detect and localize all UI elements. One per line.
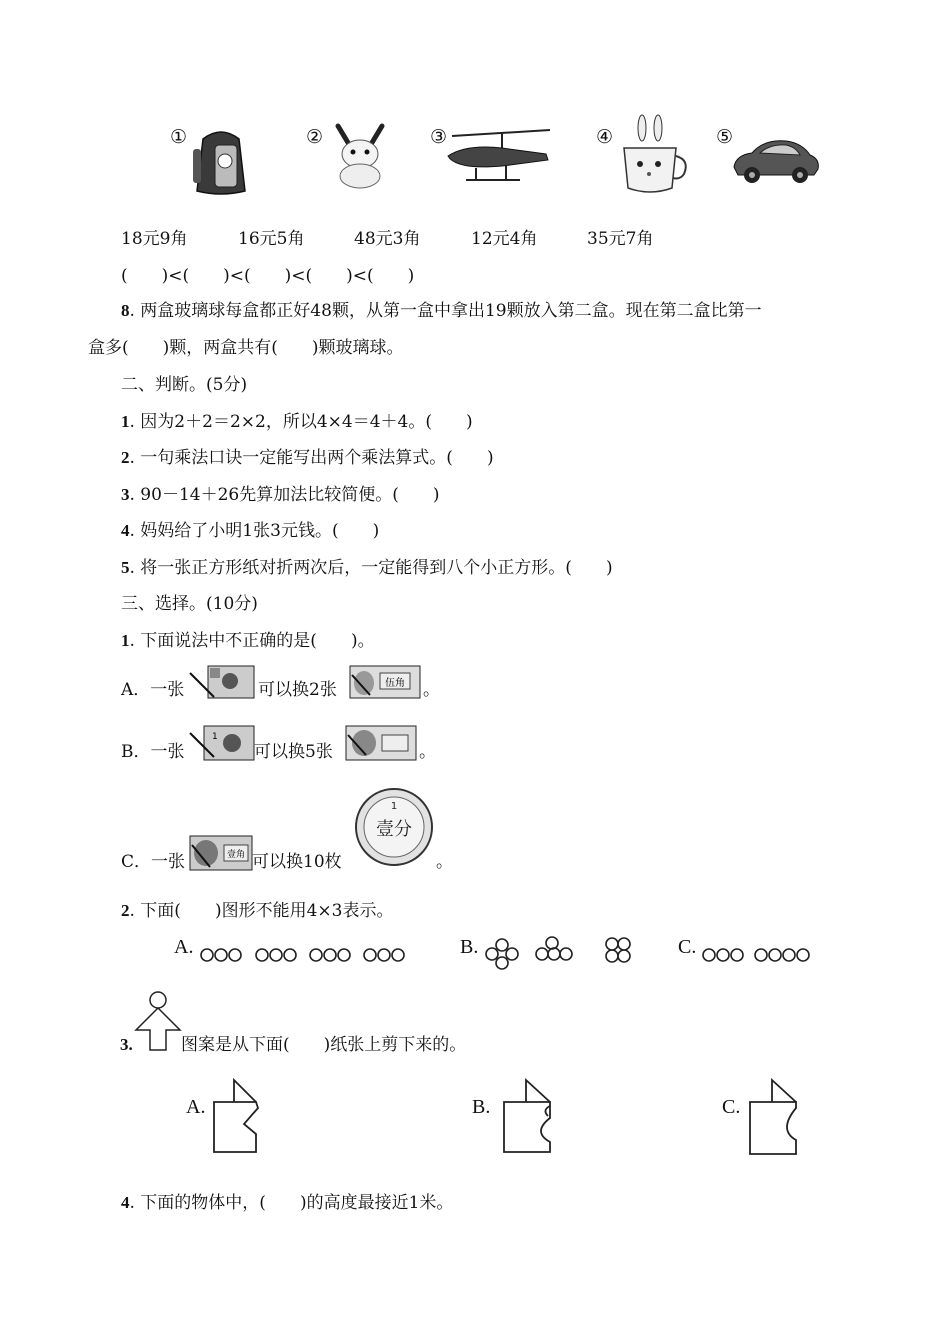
- choice-q1-c-mid: 可以换10枚: [252, 852, 342, 872]
- toy-car-icon: [730, 135, 822, 185]
- price-4: 12元4角: [471, 229, 538, 249]
- judge-item-4: 4. 妈妈给了小明1张3元钱。( ): [121, 521, 380, 541]
- judge-item-2: 2. 一句乘法口诀一定能写出两个乘法算式。( ): [121, 448, 494, 468]
- question-8-line1: 8. 两盒玻璃球每盒都正好48颗，从第一盒中拿出19颗放入第二盒。现在第二盒比第一: [121, 301, 762, 321]
- choice-q3: 图案是从下面( )纸张上剪下来的。: [181, 1035, 467, 1055]
- marker-3: ③: [430, 126, 448, 148]
- banknote-two-jiao-icon: [346, 725, 418, 761]
- helicopter-toy-icon: [446, 126, 552, 184]
- coin-numeral: 1: [390, 801, 398, 812]
- coin-one-fen-icon: [354, 787, 434, 867]
- q2-option-a-circles: [198, 946, 408, 964]
- judge-item-3: 3. 90－14＋26先算加法比较简便。( ): [121, 485, 440, 505]
- banknote-five-jiao-icon: [350, 665, 422, 699]
- marker-4: ④: [596, 126, 614, 148]
- choice-q1-a-pre: A．一张: [121, 680, 185, 700]
- question-8-line2: 盒多( )颗，两盒共有( )颗玻璃球。: [88, 338, 404, 358]
- judge-item-5: 5. 将一张正方形纸对折两次后，一定能得到八个小正方形。( ): [121, 558, 613, 578]
- marker-2: ②: [306, 126, 324, 148]
- q2-option-b-circles: [482, 932, 634, 972]
- note-jiao-label: 壹角: [226, 850, 246, 860]
- choice-q2: 2. 下面( )图形不能用4×3表示。: [121, 901, 394, 921]
- price-2: 16元5角: [238, 229, 305, 249]
- section-2-title: 二、判断。(5分): [121, 375, 248, 395]
- choice-q1-a-mid: 可以换2张: [258, 680, 337, 700]
- q3-option-a-label: A.: [186, 1096, 206, 1118]
- banknote-one-yuan-icon: [190, 665, 256, 699]
- section-3-title: 三、选择。(10分): [121, 594, 258, 614]
- backpack-icon: [185, 125, 257, 197]
- choice-q1-b-end: 。: [419, 742, 436, 762]
- order-blanks: ( )<( )<( )<( )<( ): [121, 266, 415, 286]
- note-yuan-numeral: 1: [212, 732, 218, 742]
- q2-option-c-label: C.: [678, 936, 697, 958]
- choice-q1-b-mid: 可以换5张: [254, 742, 333, 762]
- q2-option-c-circles: [700, 946, 810, 964]
- q3-option-c-paper: [748, 1078, 808, 1158]
- marker-5: ⑤: [716, 126, 734, 148]
- banknote-ten-yuan-icon: [190, 725, 256, 761]
- price-1: 18元9角: [121, 229, 188, 249]
- choice-q1-c-end: 。: [436, 852, 453, 872]
- price-5: 35元7角: [587, 229, 654, 249]
- cutout-figure-icon: [132, 990, 184, 1052]
- q3-option-b-label: B.: [472, 1096, 491, 1118]
- choice-q3-number: 3.: [120, 1035, 133, 1054]
- judge-item-1: 1. 因为2＋2＝2×2，所以4×4＝4＋4。( ): [121, 412, 473, 432]
- choice-q1-b-pre: B．一张: [121, 742, 185, 762]
- choice-q1-c-pre: C．一张: [121, 852, 186, 872]
- price-3: 48元3角: [354, 229, 421, 249]
- note-wujiao-label: 伍角: [385, 678, 405, 689]
- choice-q1-a-end: 。: [423, 680, 440, 700]
- pikachu-toy-icon: [330, 122, 390, 190]
- choice-q4: 4. 下面的物体中，( )的高度最接近1米。: [121, 1193, 454, 1213]
- q3-option-b-paper: [502, 1078, 562, 1156]
- q2-option-a-label: A.: [174, 936, 194, 958]
- coin-label: 壹分: [376, 819, 412, 840]
- choice-q1: 1. 下面说法中不正确的是( )。: [121, 631, 375, 651]
- q2-option-b-label: B.: [460, 936, 479, 958]
- bunny-mug-icon: [618, 114, 690, 196]
- banknote-one-jiao-icon: [188, 835, 254, 871]
- q3-option-a-paper: [212, 1078, 272, 1156]
- q3-option-c-label: C.: [722, 1096, 741, 1118]
- marker-1: ①: [170, 126, 188, 148]
